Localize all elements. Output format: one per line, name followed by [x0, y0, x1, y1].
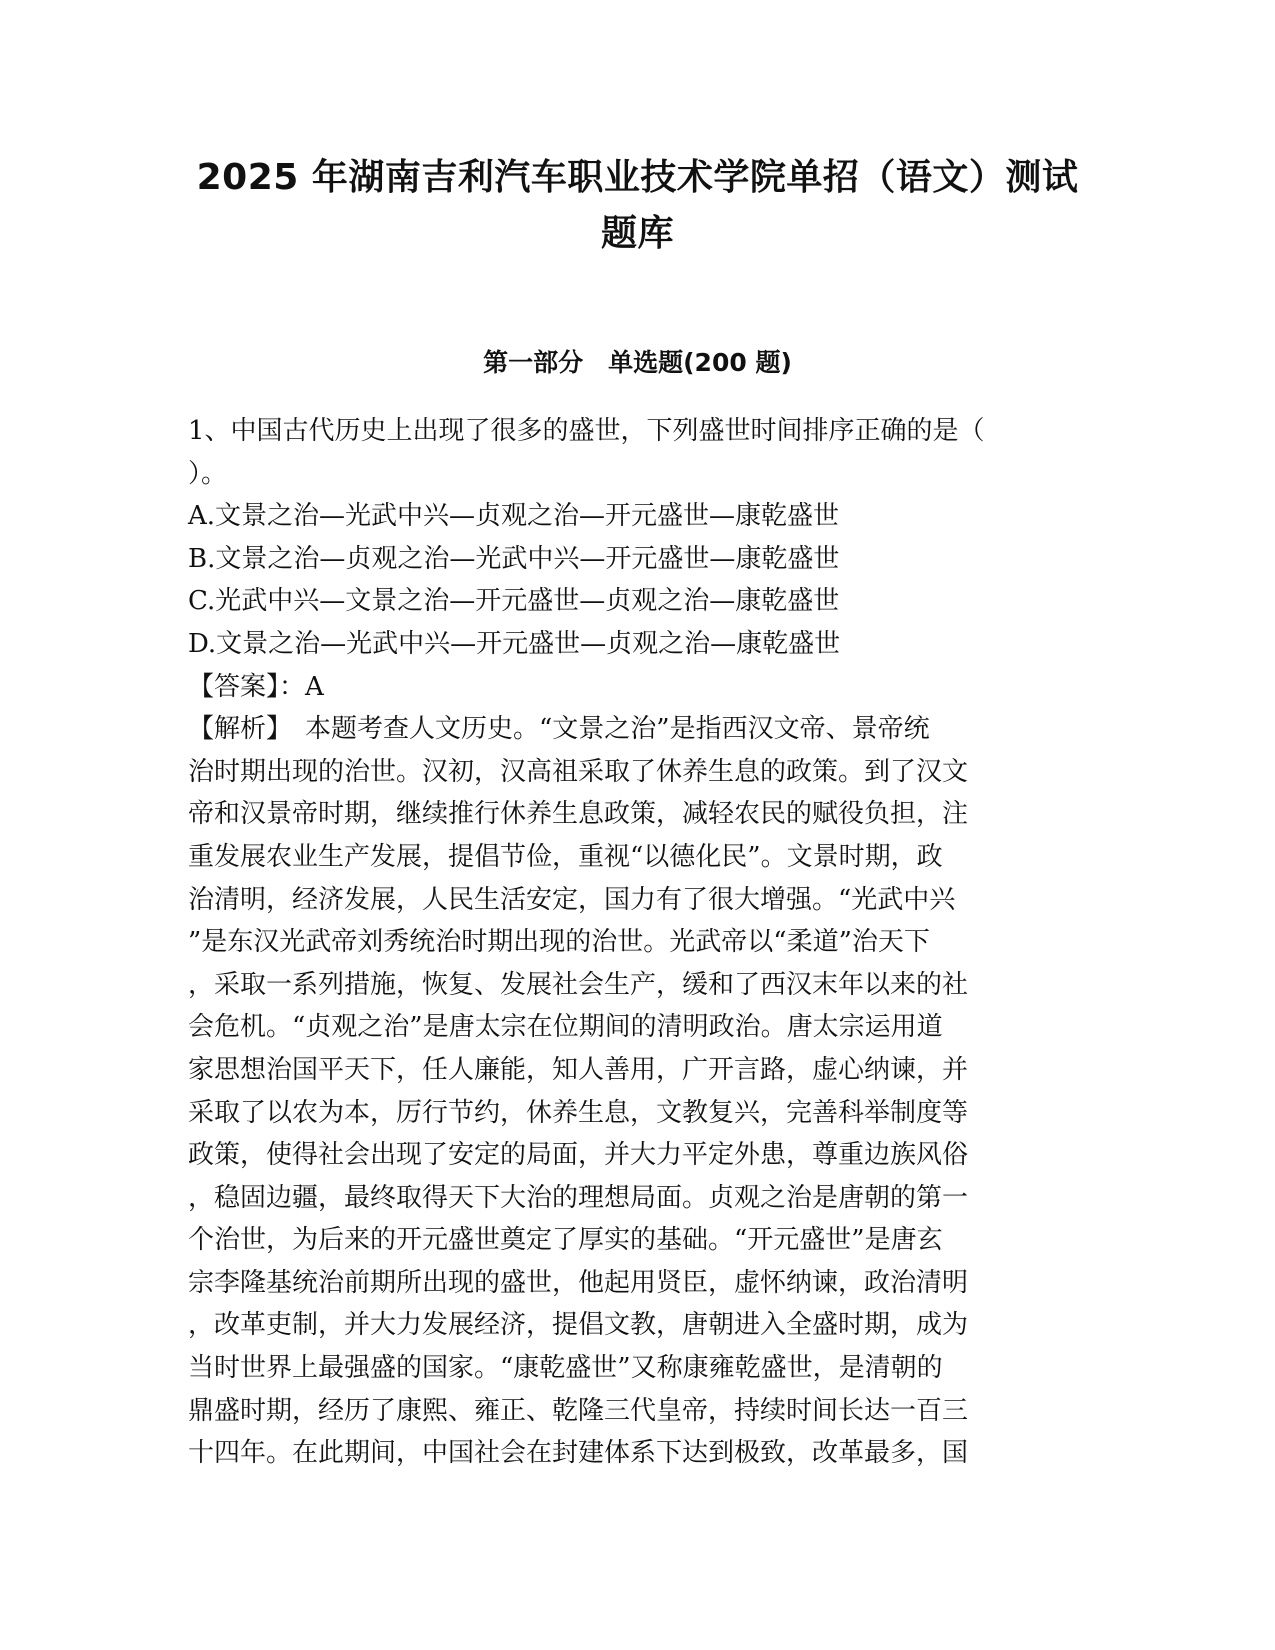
analysis-line: ”是东汉光武帝刘秀统治时期出现的治世。光武帝以“柔道”治天下 — [188, 927, 930, 958]
question-stem-line-2: ）。 — [188, 458, 228, 489]
document-title — [150, 150, 1125, 262]
analysis-line: 鼎盛时期，经历了康熙、雍正、乾隆三代皇帝，持续时间长达一百三 — [188, 1395, 969, 1426]
option-d: D.文景之治—光武中兴—开元盛世—贞观之治—康乾盛世 — [188, 628, 841, 659]
question-block — [188, 410, 1064, 1475]
analysis-line: 【解析】 本题考查人文历史。“文景之治”是指西汉文帝、景帝统 — [188, 714, 930, 745]
analysis-line: 政策，使得社会出现了安定的局面，并大力平定外患，尊重边族风俗 — [188, 1140, 969, 1171]
answer-line: 【答案】：A — [188, 671, 324, 702]
option-a: A.文景之治—光武中兴—贞观之治—开元盛世—康乾盛世 — [188, 501, 840, 532]
option-b: B.文景之治—贞观之治—光武中兴—开元盛世—康乾盛世 — [188, 543, 840, 574]
analysis-line: 会危机。“贞观之治”是唐太宗在位期间的清明政治。唐太宗运用道 — [188, 1012, 943, 1043]
analysis-line: 家思想治国平天下，任人廉能，知人善用，广开言路，虚心纳谏，并 — [188, 1054, 969, 1085]
analysis-line: 宗李隆基统治前期所出现的盛世，他起用贤臣，虚怀纳谏，政治清明 — [188, 1267, 969, 1298]
analysis-line: 治清明，经济发展，人民生活安定，国力有了很大增强。“光武中兴 — [188, 884, 956, 915]
analysis-line: 当时世界上最强盛的国家。“康乾盛世”又称康雍乾盛世，是清朝的 — [188, 1353, 943, 1384]
title-line-2: 题库 — [600, 213, 674, 254]
option-c: C.光武中兴—文景之治—开元盛世—贞观之治—康乾盛世 — [188, 586, 840, 617]
analysis-line: ，稳固边疆，最终取得天下大治的理想局面。贞观之治是唐朝的第一 — [188, 1182, 969, 1213]
analysis-line: 重发展农业生产发展，提倡节俭，重视“以德化民”。文景时期，政 — [188, 841, 943, 872]
analysis-line: 个治世，为后来的开元盛世奠定了厚实的基础。“开元盛世”是唐玄 — [188, 1225, 943, 1256]
analysis-line: ，采取一系列措施，恢复、发展社会生产，缓和了西汉末年以来的社 — [188, 969, 969, 1000]
question-stem-line-1: 1、中国古代历史上出现了很多的盛世，下列盛世时间排序正确的是（ — [188, 416, 985, 446]
title-line-1: 2025 年湖南吉利汽车职业技术学院单招（语文）测试 — [196, 157, 1079, 198]
analysis-line: 采取了以农为本，厉行节约，休养生息，文教复兴，完善科举制度等 — [188, 1097, 969, 1128]
analysis-line: 治时期出现的治世。汉初，汉高祖采取了休养生息的政策。到了汉文 — [188, 756, 969, 787]
analysis-line: 帝和汉景帝时期，继续推行休养生息政策，减轻农民的赋役负担，注 — [188, 799, 969, 830]
section-heading: 第一部分 单选题(200 题) — [483, 348, 792, 377]
analysis-line: 十四年。在此期间，中国社会在封建体系下达到极致，改革最多，国 — [188, 1438, 969, 1469]
analysis-line: ，改革吏制，并大力发展经济，提倡文教，唐朝进入全盛时期，成为 — [188, 1310, 969, 1341]
